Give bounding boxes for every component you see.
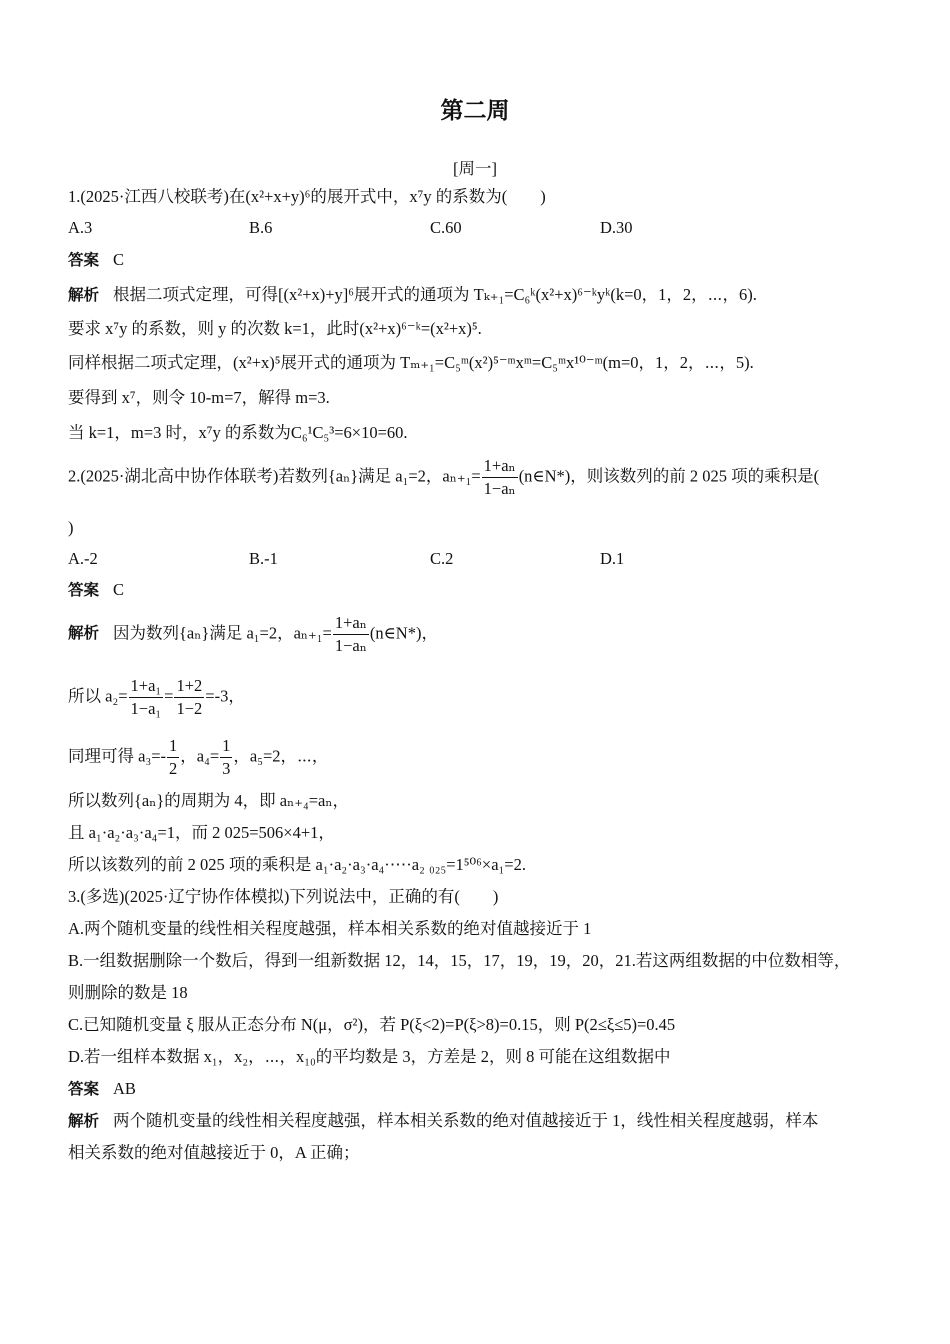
q2-analysis-1-b: (n∈N*)， bbox=[369, 623, 438, 643]
q1-answer-value: C bbox=[113, 250, 125, 269]
fraction-denominator: 3 bbox=[222, 759, 231, 778]
q3-answer-value: AB bbox=[113, 1079, 136, 1098]
q1-analysis-5: 当 k=1，m=3 时，x⁷y 的系数为C₆¹C₅³=6×10=60. bbox=[68, 423, 408, 442]
analysis-label: 解析 bbox=[68, 286, 100, 304]
q3-stem: 3.(多选)(2025·辽宁协作体模拟)下列说法中，正确的有( ) bbox=[68, 887, 499, 906]
q2-answer-value: C bbox=[113, 580, 125, 599]
q3-answer bbox=[68, 1078, 136, 1100]
q3-option-d: D.若一组样本数据 x₁，x₂，⋯，x₁₀的平均数是 3，方差是 2，则 8 可能在这组数据中 bbox=[68, 1047, 671, 1066]
q2-analysis-2-fraction-1 bbox=[129, 675, 164, 720]
q1-option-a: A.3 bbox=[68, 218, 93, 237]
fraction-denominator: 1−2 bbox=[176, 699, 203, 718]
q2-analysis-4: 所以数列{aₙ}的周期为 4，即 aₙ₊₄=aₙ， bbox=[68, 791, 349, 810]
q2-analysis-2-b: =-3， bbox=[205, 686, 245, 706]
q2-analysis-3-fraction-1 bbox=[167, 735, 179, 780]
q1-stem: 1.(2025·江西八校联考)在(x²+x+y)⁶的展开式中，x⁷y 的系数为( ) bbox=[68, 187, 546, 206]
q1-analysis-1 bbox=[68, 284, 757, 306]
q2-analysis-2-fraction-2 bbox=[174, 675, 204, 720]
q2-analysis-1-fraction bbox=[333, 612, 369, 657]
page-title: 第二周 bbox=[440, 98, 510, 124]
fraction-denominator: 1−aₙ bbox=[334, 636, 367, 655]
q2-analysis-2-a: 所以 a₂= bbox=[68, 686, 128, 706]
q3-analysis-2: 相关系数的绝对值越接近于 0，A 正确； bbox=[68, 1143, 360, 1162]
analysis-label: 解析 bbox=[68, 1112, 100, 1130]
fraction-denominator: 1−a₁ bbox=[130, 699, 162, 718]
fraction-numerator: 1+a₁ bbox=[129, 675, 164, 698]
q2-stem-end: ) bbox=[68, 518, 74, 537]
q2-analysis-3-fraction-2 bbox=[220, 735, 232, 780]
q1-analysis-4: 要得到 x⁷，则令 10-m=7，解得 m=3. bbox=[68, 388, 330, 407]
q2-analysis-1 bbox=[68, 612, 438, 657]
q3-option-a: A.两个随机变量的线性相关程度越强，样本相关系数的绝对值越接近于 1 bbox=[68, 919, 592, 938]
q3-option-b-cont: 则删除的数是 18 bbox=[68, 983, 188, 1002]
q1-option-c: C.60 bbox=[430, 218, 462, 237]
q2-analysis-3-b: ，a₅=2，⋯， bbox=[233, 746, 329, 766]
q2-answer bbox=[68, 579, 124, 601]
q2-analysis-1-a: 因为数列{aₙ}满足 a₁=2，aₙ₊₁= bbox=[113, 623, 332, 643]
q2-stem-part-b: (n∈N*)，则该数列的前 2 025 项的乘积是( bbox=[518, 466, 820, 486]
answer-label: 答案 bbox=[68, 251, 100, 269]
q2-analysis-3 bbox=[68, 735, 328, 780]
q2-stem bbox=[68, 455, 819, 500]
q1-option-d: D.30 bbox=[600, 218, 633, 237]
fraction-denominator: 1−aₙ bbox=[483, 479, 516, 498]
fraction-numerator: 1+aₙ bbox=[482, 455, 518, 478]
q2-stem-part-a: 2.(2025·湖北高中协作体联考)若数列{aₙ}满足 a₁=2，aₙ₊₁= bbox=[68, 466, 481, 486]
fraction-numerator: 1+aₙ bbox=[333, 612, 369, 635]
answer-label: 答案 bbox=[68, 581, 100, 599]
day-label: [周一] bbox=[453, 159, 497, 178]
q2-analysis-6: 所以该数列的前 2 025 项的乘积是 a₁·a₂·a₃·a₄·⋯·a₂ ₀₂₅=1⁵⁰⁶×a₁=2. bbox=[68, 855, 526, 874]
answer-label: 答案 bbox=[68, 1080, 100, 1098]
q1-analysis-text-1: 根据二项式定理，可得[(x²+x)+y]⁶展开式的通项为 Tₖ₊₁=C₆ᵏ(x²+x)⁶⁻ᵏyᵏ(k=0，1，2，⋯，6). bbox=[113, 285, 757, 304]
q3-option-c: C.已知随机变量 ξ 服从正态分布 N(μ，σ²)，若 P(ξ<2)=P(ξ>8)=0.15，则 P(2≤ξ≤5)=0.45 bbox=[68, 1015, 676, 1034]
q1-analysis-2: 要求 x⁷y 的系数，则 y 的次数 k=1，此时(x²+x)⁶⁻ᵏ=(x²+x)⁵. bbox=[68, 319, 482, 338]
q2-analysis-2 bbox=[68, 675, 245, 720]
q1-option-b: B.6 bbox=[249, 218, 273, 237]
q2-stem-fraction bbox=[482, 455, 518, 500]
analysis-label: 解析 bbox=[68, 624, 100, 643]
fraction-numerator: 1 bbox=[220, 735, 232, 758]
fraction-numerator: 1+2 bbox=[174, 675, 204, 698]
q1-answer bbox=[68, 249, 124, 271]
q2-option-c: C.2 bbox=[430, 549, 454, 568]
q2-analysis-3-a: 同理可得 a₃=- bbox=[68, 746, 167, 766]
q1-analysis-3: 同样根据二项式定理，(x²+x)⁵展开式的通项为 Tₘ₊₁=C₅ᵐ(x²)⁵⁻ᵐxᵐ=C₅ᵐx¹⁰⁻ᵐ(m=0，1，2，⋯，5). bbox=[68, 353, 754, 372]
q2-option-b: B.-1 bbox=[249, 549, 278, 568]
fraction-numerator: 1 bbox=[167, 735, 179, 758]
q3-analysis-text-1: 两个随机变量的线性相关程度越强，样本相关系数的绝对值越接近于 1，线性相关程度越弱，样本 bbox=[113, 1111, 819, 1130]
q3-option-b: B.一组数据删除一个数后，得到一组新数据 12，14，15，17，19，19，20，21.若这两组数据的中位数相等， bbox=[68, 951, 851, 970]
q2-option-a: A.-2 bbox=[68, 549, 98, 568]
q2-analysis-3-mid: ，a₄= bbox=[180, 746, 220, 766]
q2-option-d: D.1 bbox=[600, 549, 625, 568]
q2-analysis-5: 且 a₁·a₂·a₃·a₄=1，而 2 025=506×4+1， bbox=[68, 823, 335, 842]
fraction-denominator: 2 bbox=[169, 759, 178, 778]
equals-sign: = bbox=[164, 686, 174, 706]
q3-analysis-1 bbox=[68, 1110, 818, 1132]
